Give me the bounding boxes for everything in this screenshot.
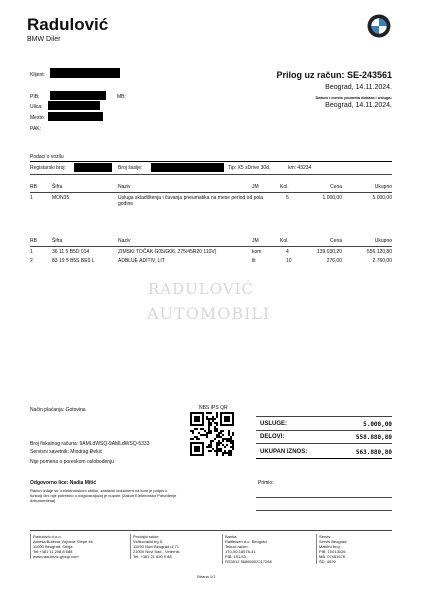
row-name: ZIMSKI TOČAK G05/G06, 275/45R20 110V) [118,249,217,255]
signature-line-1 [256,497,392,498]
place-redaction [48,112,103,121]
summary-total-value: 563.880,80 [355,449,392,456]
chassis-redaction [151,163,224,172]
col-unit: JM [252,238,259,244]
col-price: Cena [330,184,342,190]
footer-line: Adresa:Bulevar Vojvode Stepe 4b [33,539,93,544]
watermark-line1: RADULOVIĆ [148,280,255,298]
summary-line-2 [256,430,392,431]
footer-line: Prodajni salon: [133,534,160,539]
invoice-title: Prilog uz račun: SE-243561 [276,70,392,80]
footer-col-4 [316,534,389,564]
summary-line-4 [256,458,392,459]
summary-line-1 [256,416,392,417]
pib-label: PIB: [30,94,40,100]
row-total: 5.000,00 [372,195,392,201]
bmw-logo [367,14,391,38]
responsible-person: Odgovorno lice: Nadia Mitić [30,480,97,486]
footer-line: Servis Beograd: [319,539,348,544]
qr-code-icon [190,412,234,456]
place-date-label: Datum i mesto prometa dobara i usluga: [315,95,392,100]
footer-line: PIB: 10013026 [319,549,346,554]
footer-line: Banka: [225,534,238,539]
summary-total-label: UKUPAN IZNOS: [260,449,308,455]
vehicle-divider-bottom [30,174,392,175]
row-total: 556.120,80 [366,249,392,255]
col-name: Naziv [118,238,131,244]
footer-line: MB: 07451678 [319,554,346,559]
col-total: Ukupno [374,184,392,190]
summary-line-3 [256,443,392,444]
table-row [30,249,392,258]
client-label: Klijent: [30,72,46,78]
row-rb: 2 [30,258,33,264]
footer-line: 11090 Novi Beograd ul.71 [133,544,179,549]
footer-line: RS3512 56866002217268 [225,559,272,564]
row-price: 276,00 [326,258,342,264]
page-number: Strana 1/1 [197,574,216,579]
footer-line: Matični broj: [319,544,341,549]
signature-line-2 [256,510,392,511]
street-redaction [48,101,100,110]
footer-line: 21000 Novi Sad - Veternik [133,549,180,554]
mb-label: MB: [117,94,126,100]
summary-parts-label: DELOVI: [260,434,285,440]
payment-method: Način plaćanja: Gotovina [30,407,86,413]
client-redaction [50,68,120,78]
company-name: Radulović [27,15,109,34]
footer-line: 11000 Beograd, Srbija [33,544,73,549]
row-code: MON35 [52,195,70,201]
row-total: 2.760,00 [372,258,392,264]
pak-label: PAK: [30,126,42,132]
place-label: Mesto: [30,115,46,121]
col-code: Šifra [52,184,63,190]
vehicle-section-title: Podaci o vozilu [30,154,64,160]
services-header-divider [30,192,392,193]
footer-line: Raiffeisen d.o. Beograd [225,539,267,544]
watermark-line2: AUTOMOBILI [147,304,271,323]
chassis-label: Broj šasije: [118,165,143,171]
row-qty: 10 [286,258,292,264]
row-code: 36 11 5 B5D 014 [52,249,90,255]
footer-line: ŠD: 4520 [319,559,336,564]
row-name: Usluga skladištenja i čuvanja pneumatika na mese period od pola godine [118,195,264,207]
col-price: Cena [330,238,342,244]
footer-line: Tel:+381 11 208 8 088 [33,549,73,554]
services-table [30,184,392,208]
company-subtitle: BMW Diler [27,36,61,43]
col-qty: Kol. [280,238,289,244]
footer-line: Vidikovački trg 5 [133,539,163,544]
row-unit: lit [252,258,256,264]
summary-services-label: USLUGE: [260,421,287,427]
footer-col-2 [130,534,213,559]
tax-note: Nije pomena o poreskom oslobođenju [30,459,114,465]
fiscal-number: Broj fiskalnog računa: 9AMLdWSQ-9AMLdWSQ-5333 [30,441,150,447]
pib-redaction [50,91,106,100]
col-rb: RB [30,238,37,244]
received-label: Primio: [258,480,274,486]
street-label: Ulica: [30,104,43,110]
parts-header-divider [30,246,392,247]
reg-redaction [74,163,112,172]
row-rb: 1 [30,249,33,255]
summary-parts-value: 558.880,80 [355,434,392,441]
col-unit: JM [252,184,259,190]
row-name: ADBLUE ADITIV, LIT [118,258,165,264]
row-unit: kom [252,249,262,255]
row-qty: 4 [286,249,289,255]
service-advisor: Servisni savetnik: Miodrag Đekić [30,449,103,455]
invoice-date: Beograd, 14.11.2024. [325,84,392,91]
row-code: 83 19 5 B5S BE0 L [52,258,95,264]
footer-line: 170-00-18578-41 [225,549,256,554]
reg-label: Registarski broj: [30,165,66,171]
footer-col-1 [30,534,123,559]
footer-line: Servis: [319,534,332,539]
row-price: 139.030,20 [316,249,342,255]
col-name: Naziv [118,184,131,190]
footer-line: Radulović d.o.o. [33,534,62,539]
parts-table [30,238,392,264]
row-price: 1.000,00 [322,195,342,201]
summary-services-value: 5.000,00 [363,421,392,428]
table-row [30,258,392,267]
footer-line: www.radulovic.group.com [33,554,79,559]
footer-line: Tekući račun: [225,544,249,549]
parts-header-row [30,238,392,246]
table-row [30,195,392,211]
place-date: Beograd, 14.11.2024. [325,102,392,109]
col-total: Ukupno [374,238,392,244]
row-qty: 5 [286,195,289,201]
vehicle-type: Tip: X5 xDrive 30d, [228,165,271,171]
row-rb: 1 [30,195,33,201]
vehicle-km: km: 43234 [288,165,312,171]
vehicle-divider-top [30,161,392,162]
footer-divider [30,530,392,531]
footer-col-3 [222,534,305,564]
footer-line: Tel: +381 21 820 9 88 [133,554,172,559]
col-rb: RB [30,184,37,190]
services-header-row [30,184,392,192]
disclaimer: Račun izdaje se u elektronskom obliku, sastavni dokument na kom je potpis u funkciji čini nije potrebno u odgovarajućoj je nupute (Zakon Elektronsko Potvrđenje dokumentima) [30,488,177,503]
col-qty: Kol. [280,184,289,190]
qr-caption: NBS IPS QR [199,405,228,411]
col-code: Šifra [52,238,63,244]
footer-line: PIB: 101/43... [225,554,250,559]
